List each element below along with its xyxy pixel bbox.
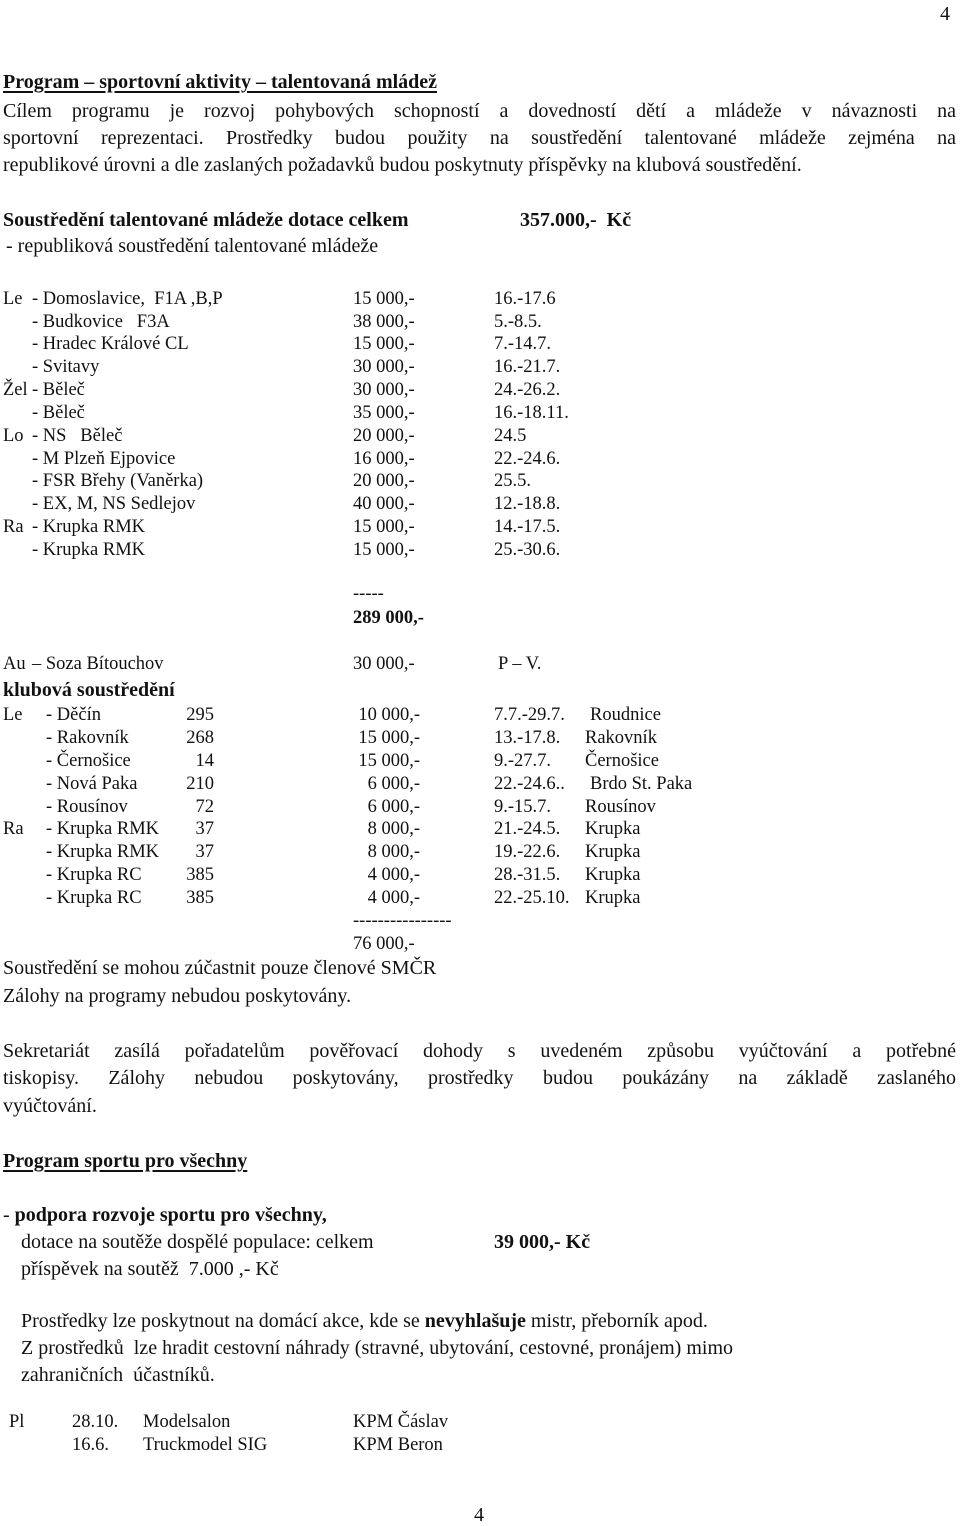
row-number: 385 <box>186 865 214 885</box>
row-event-name: Modelsalon <box>143 1412 231 1432</box>
row-date: 16.-21.7. <box>494 357 561 377</box>
row-club: - Rousínov <box>46 797 128 817</box>
funds-line-bold: nevyhlašuje <box>424 1310 526 1332</box>
row-number: 385 <box>186 888 214 908</box>
row-amount: 6 000,- <box>367 774 420 794</box>
row-organizer: KPM Beron <box>353 1435 443 1455</box>
row-place: Krupka <box>585 819 641 839</box>
row-place: Rakovník <box>585 728 657 748</box>
page-number-top: 4 <box>940 3 950 25</box>
row-category: Žel <box>3 380 28 400</box>
row-amount: 30 000,- <box>353 380 415 400</box>
row-club: - Krupka RC <box>46 888 142 908</box>
row-amount: 8 000,- <box>367 819 420 839</box>
row-event: - Budkovice F3A <box>32 312 170 332</box>
row-club: - Děčín <box>46 705 101 725</box>
row-amount: 30 000,- <box>353 357 415 377</box>
row-place: Krupka <box>585 888 641 908</box>
row-event: - Hradec Králové CL <box>32 334 189 354</box>
row-event: - M Plzeň Ejpovice <box>32 449 176 469</box>
row-place: Krupka <box>585 865 641 885</box>
section-title-talent: Program – sportovní aktivity – talentovaná mládež <box>3 71 438 93</box>
row-amount: 15 000,- <box>358 728 420 748</box>
row-club: - Krupka RMK <box>46 842 160 862</box>
row-date: 19.-22.6. <box>494 842 561 862</box>
travel-line-2: zahraničních účastníků. <box>21 1364 215 1386</box>
row-club: - Krupka RC <box>46 865 142 885</box>
section-title-sport-for-all: Program sportu pro všechny <box>3 1150 248 1172</box>
row-number: 37 <box>195 842 214 862</box>
row-event: - Svitavy <box>32 357 100 377</box>
secretariat-line-1: Sekretariát zasílá pořadatelům pověřovací dohody s uvedeném způsobu vyúčtování a potřebné <box>3 1040 956 1062</box>
row-amount: 40 000,- <box>353 494 415 514</box>
row-amount: 15 000,- <box>353 517 415 537</box>
row-organizer: KPM Čáslav <box>353 1412 449 1432</box>
row-date: 24.-26.2. <box>494 380 561 400</box>
row-category: Le <box>3 289 23 309</box>
row-category: Ra <box>3 819 24 839</box>
row-amount: 10 000,- <box>358 705 420 725</box>
per-competition: příspěvek na soutěž 7.000 ,- Kč <box>21 1258 279 1280</box>
row-event-name: Truckmodel SIG <box>143 1435 268 1455</box>
row-date: 16.6. <box>72 1435 109 1455</box>
row-club: - Nová Paka <box>46 774 138 794</box>
row-event: – Soza Bítouchov <box>32 654 164 674</box>
page-number-bottom: 4 <box>474 1504 484 1526</box>
row-event: - NS Běleč <box>32 426 123 446</box>
funds-line <box>21 1311 708 1331</box>
row-amount: 20 000,- <box>353 426 415 446</box>
row-place: Brdo St. Paka <box>590 774 693 794</box>
competition-amount: 39 000,- Kč <box>494 1231 591 1253</box>
row-date: 22.-24.6. <box>494 449 561 469</box>
row-number: 210 <box>186 774 214 794</box>
row-date: 16.-18.11. <box>494 403 569 423</box>
row-category: Ra <box>3 517 24 537</box>
row-date: 9.-27.7. <box>494 751 552 771</box>
club-title: klubová soustředění <box>3 679 175 701</box>
row-amount: 38 000,- <box>353 312 415 332</box>
row-place: Černošice <box>585 751 659 771</box>
row-event: - Domoslavice, F1A ,B,P <box>32 289 223 309</box>
row-amount: 30 000,- <box>353 654 415 674</box>
row-date: 7.7.-29.7. <box>494 705 565 725</box>
intro-line-2: sportovní reprezentaci. Prostředky budou použity na soustředění talentované mládeže zejména na <box>3 127 956 149</box>
row-club: - Černošice <box>46 751 131 771</box>
funds-line-post: mistr, přeborník apod. <box>525 1310 708 1332</box>
row-date: 5.-8.5. <box>494 312 542 332</box>
row-date: 21.-24.5. <box>494 819 561 839</box>
row-date: 28.-31.5. <box>494 865 561 885</box>
club-dash: ---------------- <box>353 911 452 931</box>
row-number: 14 <box>195 751 214 771</box>
travel-line-1: Z prostředků lze hradit cestovní náhrady (stravné, ubytování, cestovné, pronájem) mimo <box>21 1337 734 1359</box>
republic-dash: ----- <box>353 584 384 604</box>
row-number: 268 <box>186 728 214 748</box>
row-number: 72 <box>195 797 214 817</box>
row-amount: 15 000,- <box>353 334 415 354</box>
row-date: 25.5. <box>494 471 531 491</box>
subsidy-label: Soustředění talentované mládeže dotace celkem <box>3 209 409 231</box>
row-date: 13.-17.8. <box>494 728 561 748</box>
row-amount: 15 000,- <box>353 289 415 309</box>
row-event: - EX, M, NS Sedlejov <box>32 494 196 514</box>
row-club: - Krupka RMK <box>46 819 160 839</box>
funds-line-pre: Prostředky lze poskytnout na domácí akce, kde se <box>21 1310 425 1332</box>
row-date: 12.-18.8. <box>494 494 561 514</box>
row-place: Krupka <box>585 842 641 862</box>
row-event: - Krupka RMK <box>32 517 146 537</box>
row-amount: 4 000,- <box>367 888 420 908</box>
note-members-only: Soustředění se mohou zúčastnit pouze členové SMČR <box>3 957 437 979</box>
republic-total: 289 000,- <box>353 608 424 628</box>
secretariat-line-3: vyúčtování. <box>3 1095 97 1117</box>
row-event: - FSR Břehy (Vaněrka) <box>32 471 204 491</box>
row-number: 37 <box>195 819 214 839</box>
intro-line-3: republikové úrovni a dle zaslaných požadavků budou poskytnuty příspěvky na klubová soustředění. <box>3 154 802 176</box>
row-event: - Běleč <box>32 403 85 423</box>
row-date: 25.-30.6. <box>494 540 561 560</box>
au-event-name: Soza Bítouchov <box>45 654 164 674</box>
row-date: 7.-14.7. <box>494 334 552 354</box>
row-amount: 20 000,- <box>353 471 415 491</box>
row-amount: 15 000,- <box>353 540 415 560</box>
row-category: Le <box>3 705 23 725</box>
row-date: 22.-24.6.. <box>494 774 565 794</box>
support-dash: - <box>3 1204 15 1226</box>
row-category: Au <box>3 654 26 674</box>
row-category: Lo <box>3 426 24 446</box>
row-amount: 6 000,- <box>367 797 420 817</box>
row-date: 24.5 <box>494 426 527 446</box>
row-place: Rousínov <box>585 797 656 817</box>
row-amount: 35 000,- <box>353 403 415 423</box>
row-date: P – V. <box>498 654 542 674</box>
republic-label: - republiková soustředění talentované mládeže <box>6 235 379 257</box>
row-event: - Běleč <box>32 380 85 400</box>
club-total: 76 000,- <box>353 934 415 954</box>
row-amount: 16 000,- <box>353 449 415 469</box>
row-date: 9.-15.7. <box>494 797 552 817</box>
support-label: podpora rozvoje sportu pro všechny, <box>14 1204 327 1226</box>
row-club: - Rakovník <box>46 728 129 748</box>
row-number: 295 <box>186 705 214 725</box>
row-amount: 15 000,- <box>358 751 420 771</box>
row-event: - Krupka RMK <box>32 540 146 560</box>
support-line <box>3 1205 327 1225</box>
row-amount: 8 000,- <box>367 842 420 862</box>
intro-line-1: Cílem programu je rozvoj pohybových schopností a dovedností dětí a mládeže v návaznosti na <box>3 100 956 122</box>
row-category: Pl <box>9 1412 25 1432</box>
competition-label: dotace na soutěže dospělé populace: celkem <box>21 1231 374 1253</box>
subsidy-amount: 357.000,- Kč <box>520 209 632 231</box>
row-date: 14.-17.5. <box>494 517 561 537</box>
row-amount: 4 000,- <box>367 865 420 885</box>
secretariat-line-2: tiskopisy. Zálohy nebudou poskytovány, prostředky budou poukázány na základě zaslaného <box>3 1067 956 1089</box>
row-date: 22.-25.10. <box>494 888 570 908</box>
note-no-advances: Zálohy na programy nebudou poskytovány. <box>3 985 352 1007</box>
row-date: 28.10. <box>72 1412 119 1432</box>
row-place: Roudnice <box>590 705 661 725</box>
row-date: 16.-17.6 <box>494 289 556 309</box>
